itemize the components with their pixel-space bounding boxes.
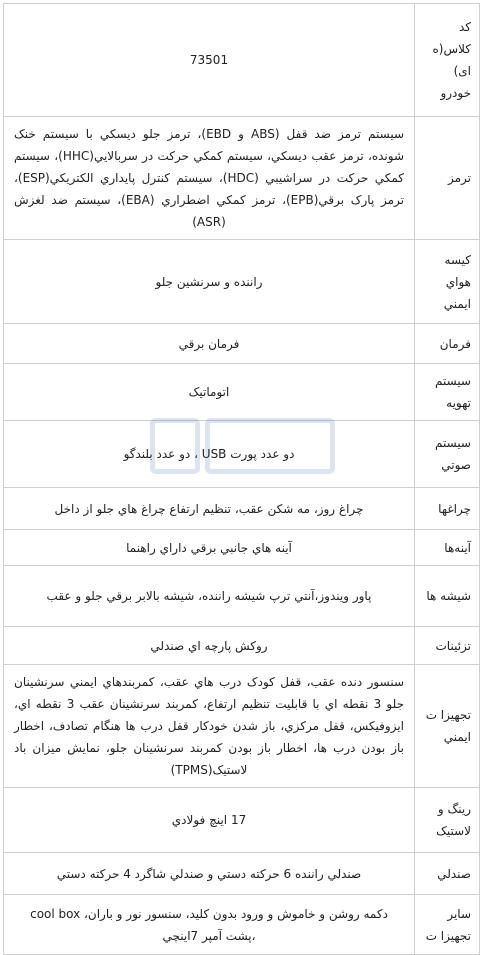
row-value: 17 اینچ فولادي <box>4 788 415 853</box>
row-label: فرمان <box>415 324 480 364</box>
table-row <box>4 627 480 665</box>
row-value: صندلي راننده 6 حرکته دستي و صندلي شاگرد 4 حرکته دستي <box>4 853 415 895</box>
row-value: فرمان برقي <box>4 324 415 364</box>
table-row <box>4 566 480 627</box>
row-label: کیسه هواي ایمني <box>415 240 480 324</box>
row-value: اتوماتیک <box>4 364 415 421</box>
row-value: دکمه روشن و خاموش و ورود بدون کلید، سنسور نور و باران، cool box ،پشت آمپر 7اینچي <box>4 895 415 955</box>
table-row <box>4 488 480 530</box>
table-row <box>4 421 480 488</box>
row-label: صندلي <box>415 853 480 895</box>
table-row <box>4 240 480 324</box>
table-row <box>4 324 480 364</box>
row-value: چراغ روز، مه شکن عقب، تنظیم ارتفاع چراغ هاي جلو از داخل <box>4 488 415 530</box>
row-value: راننده و سرنشین جلو <box>4 240 415 324</box>
table-row <box>4 364 480 421</box>
row-label: سایر تجهیزا ت <box>415 895 480 955</box>
row-label: تجهیزا ت ایمني <box>415 665 480 788</box>
spec-table <box>3 3 480 955</box>
row-label: کد کلاس(ه ای) خودرو <box>415 4 480 117</box>
row-label: تزئینات <box>415 627 480 665</box>
table-row <box>4 4 480 117</box>
row-value: سنسور دنده عقب، قفل کودک درب هاي عقب، کمربندهاي ایمني سرنشینان جلو 3 نقطه اي با قابلیت تنظیم ارتفاع، کمربند سرنشینان عقب 3 نقطه اي، ایزوفیکس، قفل مرکزي، باز شدن خودکار قفل درب ها هنگام تصادف، اخطار باز بودن درب ها، اخطار باز بودن کمربند سرنشینان جلو، نمایش میزان باد لاستیک(TPMS) <box>4 665 415 788</box>
row-label: شیشه ها <box>415 566 480 627</box>
row-label: آینه‌ها <box>415 530 480 566</box>
table-row <box>4 853 480 895</box>
table-row <box>4 665 480 788</box>
row-value: دو عدد پورت USB ، دو عدد بلندگو <box>4 421 415 488</box>
row-value: آینه هاي جانبي برقي داراي راهنما <box>4 530 415 566</box>
row-label: سیستم صوتي <box>415 421 480 488</box>
row-label: چراغها <box>415 488 480 530</box>
row-value: 73501 <box>4 4 415 117</box>
table-row <box>4 788 480 853</box>
table-row <box>4 117 480 240</box>
row-value: روکش پارچه اي صندلي <box>4 627 415 665</box>
row-label: سیستم تهویه <box>415 364 480 421</box>
row-label: رینگ و لاستیک <box>415 788 480 853</box>
row-value: پاور ویندوز،آنتي ترپ شیشه راننده، شیشه بالابر برقي جلو و عقب <box>4 566 415 627</box>
row-value: سیستم ترمز ضد قفل (ABS و EBD)، ترمز جلو دیسکي با سیستم خنک شونده، ترمز عقب دیسکي، سیستم کمکي حرکت در سربالایي(HHC)، سیستم کمکي حرکت در سراشیبي (HDC)، سیستم کنترل پایداري الکتریکي(ESP)، ترمز پارک برقي(EPB)، ترمز کمکي اضطراري (EBA)، سیستم ضد لغزش (ASR) <box>4 117 415 240</box>
row-label: ترمز <box>415 117 480 240</box>
table-row <box>4 530 480 566</box>
